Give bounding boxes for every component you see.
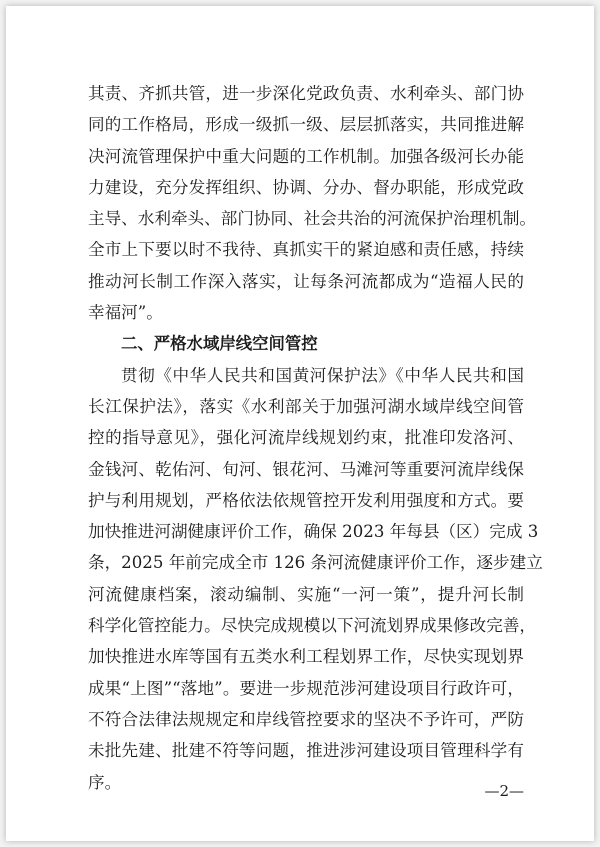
text-line: 条，2025 年前完成全市 126 条河流健康评价工作，逐步建立: [88, 553, 543, 573]
text-line: 成果“上图”“落地”。要进一步规范涉河建设项目行政许可，: [88, 678, 524, 698]
text-line: 加快推进河湖健康评价工作，确保 2023 年每县（区）完成 3: [88, 522, 539, 542]
text-line: 其责、齐抓共管，进一步深化党政负责、水利牵头、部门协: [88, 84, 524, 103]
text-line: 加快推进水库等国有五类水利工程划界工作，尽快实现划界: [88, 647, 524, 667]
text-line: 未批先建、批建不符等问题，推进涉河建设项目管理科学有: [88, 741, 524, 761]
text-line: 力建设，充分发挥组织、协调、分办、督办职能，形成党政: [88, 177, 524, 197]
text-line: 护与利用规划，严格依法依规管控开发利用强度和方式。要: [88, 490, 524, 510]
text-line: 幸福河”。: [88, 303, 163, 323]
text-line: 同的工作格局，形成一级抓一级、层层抓落实，共同推进解: [88, 115, 524, 135]
text-line: 推动河长制工作深入落实，让每条河流都成为“造福人民的: [88, 271, 524, 291]
page-number: —2—: [484, 782, 524, 800]
text-line: 全市上下要以时不我待、真抓实干的紧迫感和责任感，持续: [88, 240, 524, 260]
text-line: 河流健康档案，滚动编制、实施“一河一策”，提升河长制: [88, 584, 524, 604]
text-line: 序。: [88, 772, 122, 792]
text-line: 科学化管控能力。尽快完成规模以下河流划界成果修改完善，: [88, 616, 537, 636]
text-line: 决河流管理保护中重大问题的工作机制。加强各级河长办能: [88, 146, 524, 166]
text-line: 不符合法律法规规定和岸线管控要求的坚决不予许可，严防: [88, 709, 524, 729]
document-body: [88, 78, 543, 798]
document-page: [6, 6, 594, 841]
text-line: 贯彻《中华人民共和国黄河保护法》《中华人民共和国: [121, 365, 524, 385]
text-line: 长江保护法》，落实《水利部关于加强河湖水域岸线空间管: [88, 396, 524, 416]
section-heading: 二、严格水域岸线空间管控: [121, 334, 318, 354]
text-line: 控的指导意见》，强化河流岸线规划约束，批准印发洛河、: [88, 428, 524, 448]
text-line: 主导、水利牵头、部门协同、社会共治的河流保护治理机制。: [88, 209, 537, 229]
text-line: 金钱河、乾佑河、旬河、银花河、马滩河等重要河流岸线保: [88, 459, 524, 479]
